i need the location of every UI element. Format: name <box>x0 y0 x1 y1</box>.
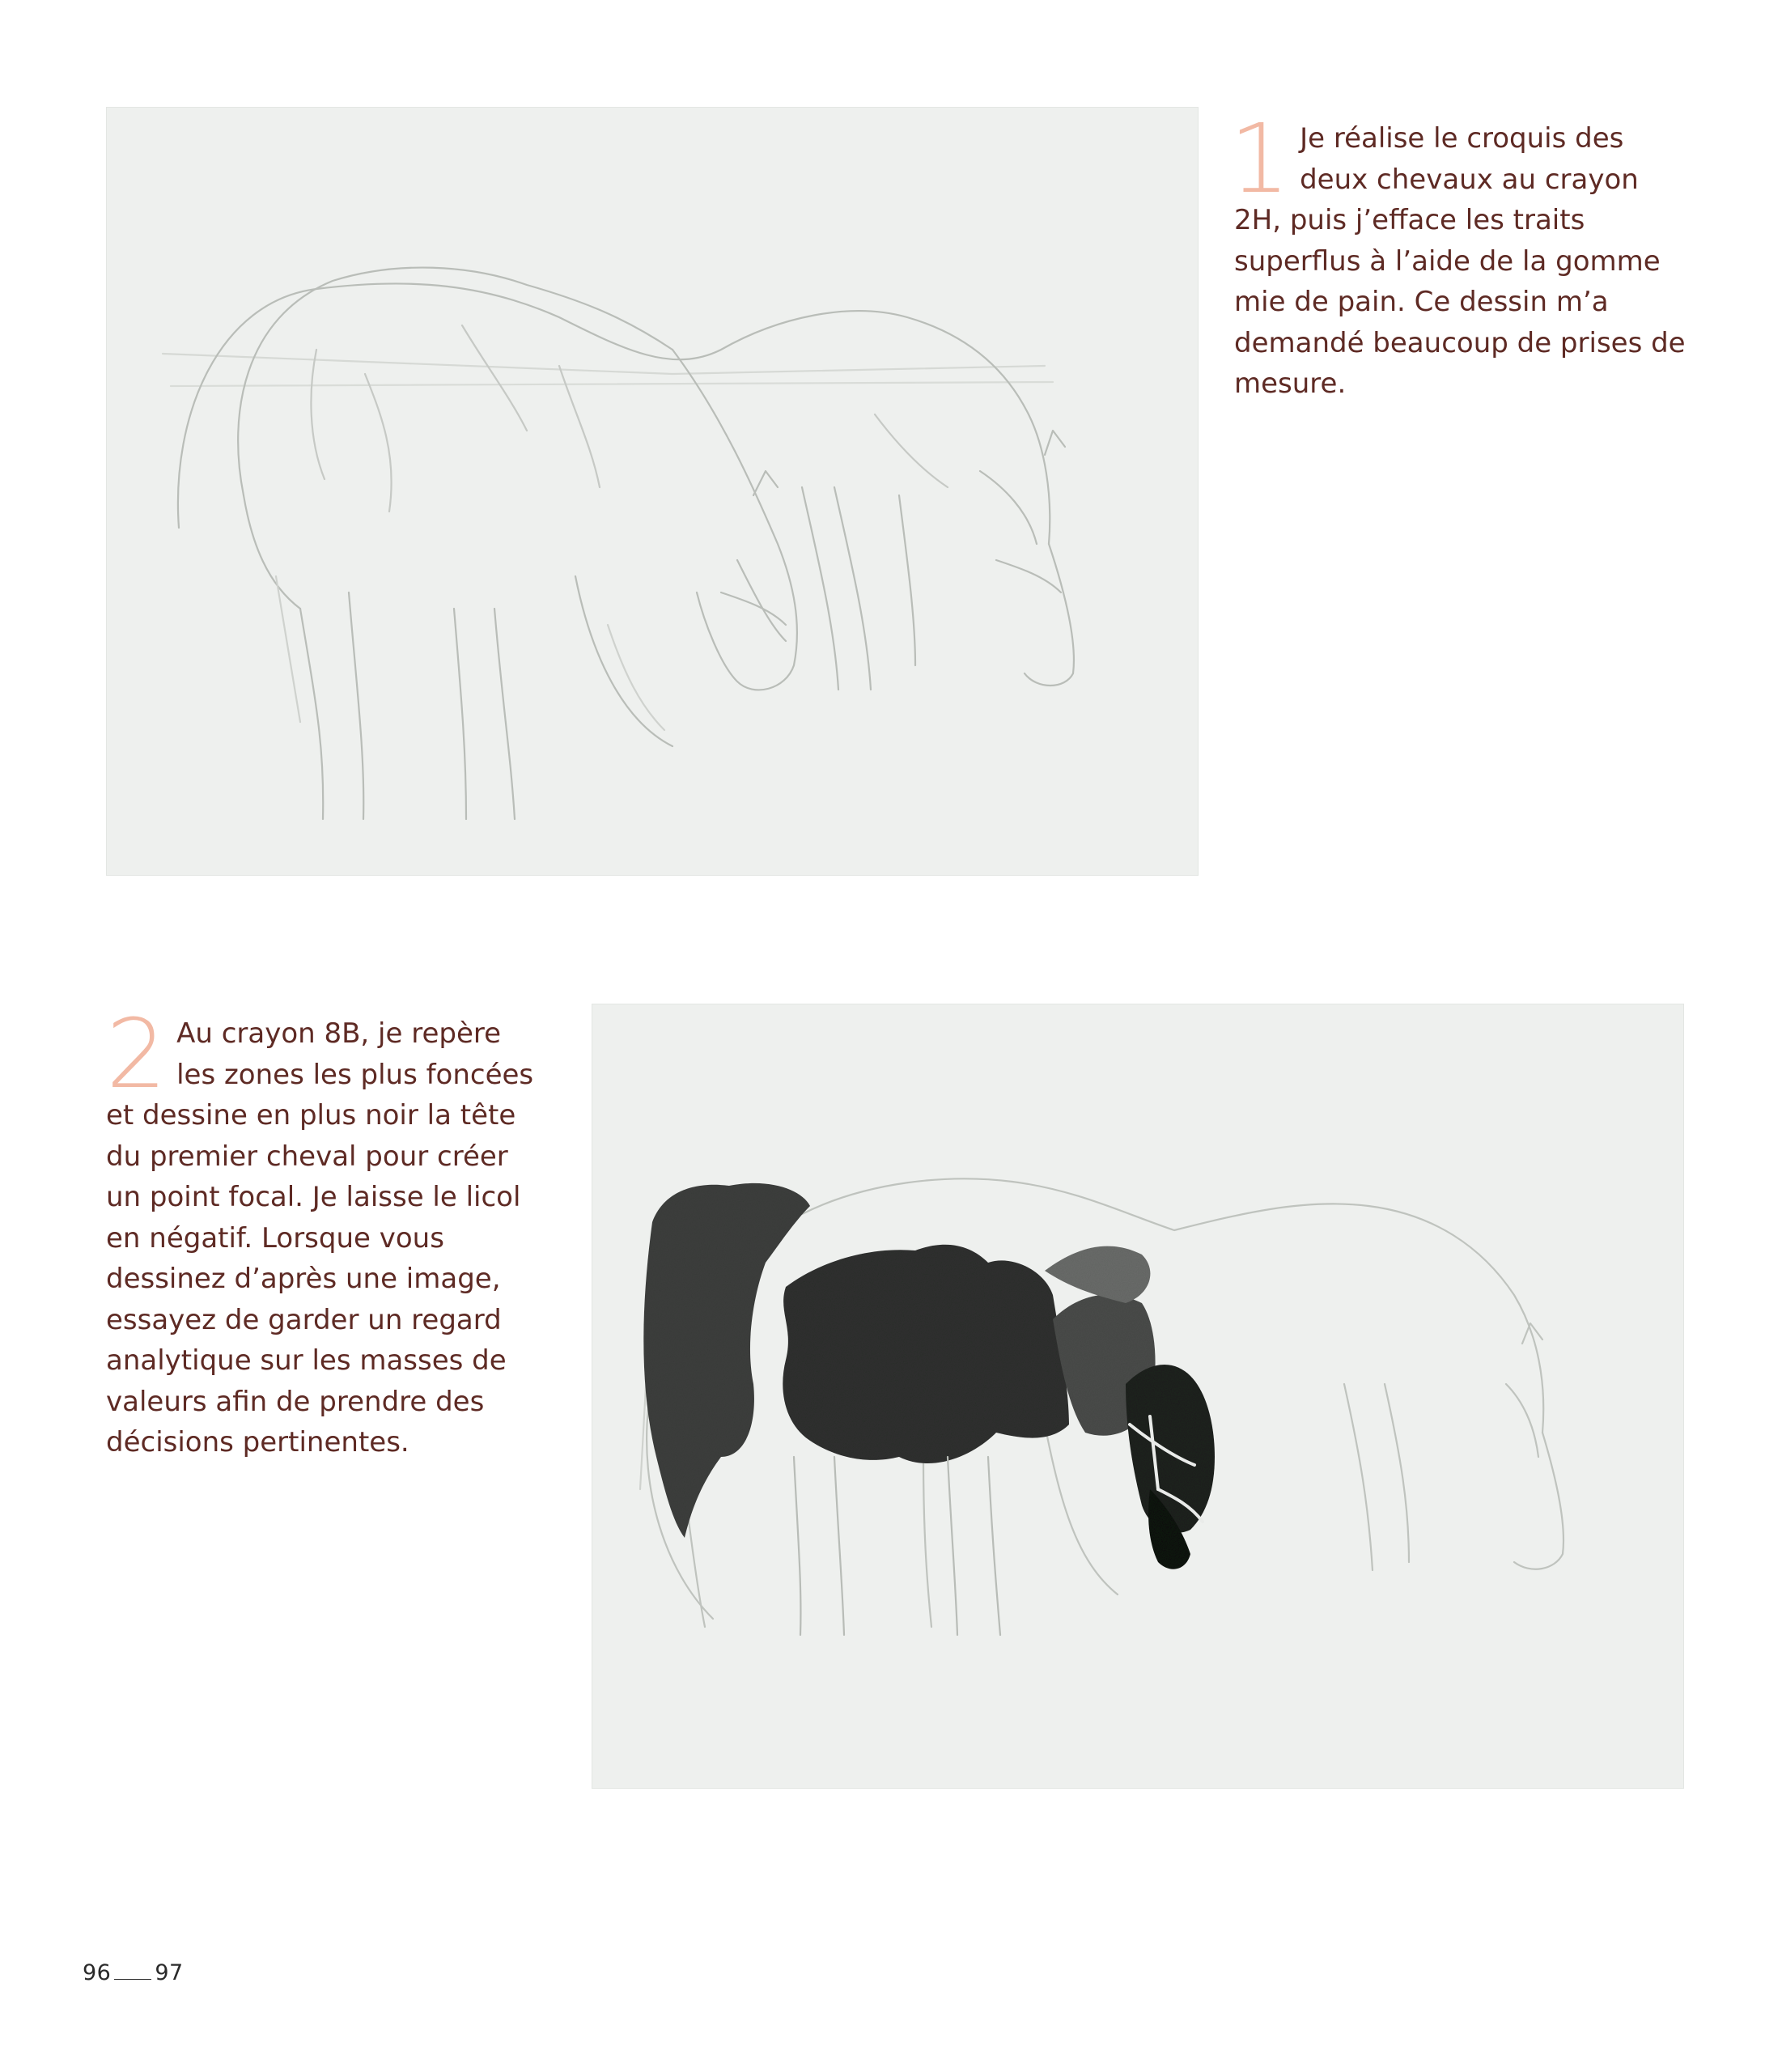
page-numbers <box>83 1960 184 1985</box>
step-2-text: Au crayon 8B, je repère les zones les plus foncées et dessine en plus noir la tête du premier cheval pour créer un point focal. Je laisse le licol en négatif. Lorsque vous dessinez d’après une image, essayez de garder un regard analytique sur les masses de valeurs afin de prendre des décisions pertinentes. <box>106 1017 534 1458</box>
step-2-caption <box>106 998 543 1463</box>
step-1-caption <box>1229 103 1687 405</box>
sketch-image-step-1 <box>106 107 1199 876</box>
two-horses-outline-sketch <box>106 107 1199 876</box>
page-number-left: 96 <box>83 1960 112 1985</box>
step-1-text: Je réalise le croquis des deux chevaux au crayon 2H, puis j’efface les traits superflus à l’aide de la gomme mie de pain. Ce dessin m’a demandé beaucoup de prises de mesure. <box>1234 122 1686 400</box>
sketch-image-step-2 <box>592 1004 1684 1789</box>
step-1-number: 1 <box>1229 103 1291 214</box>
page-number-right: 97 <box>155 1960 184 1985</box>
step-2-number: 2 <box>106 998 168 1110</box>
folio-divider <box>114 1978 151 1980</box>
shaded-horse-sketch <box>592 1004 1684 1789</box>
